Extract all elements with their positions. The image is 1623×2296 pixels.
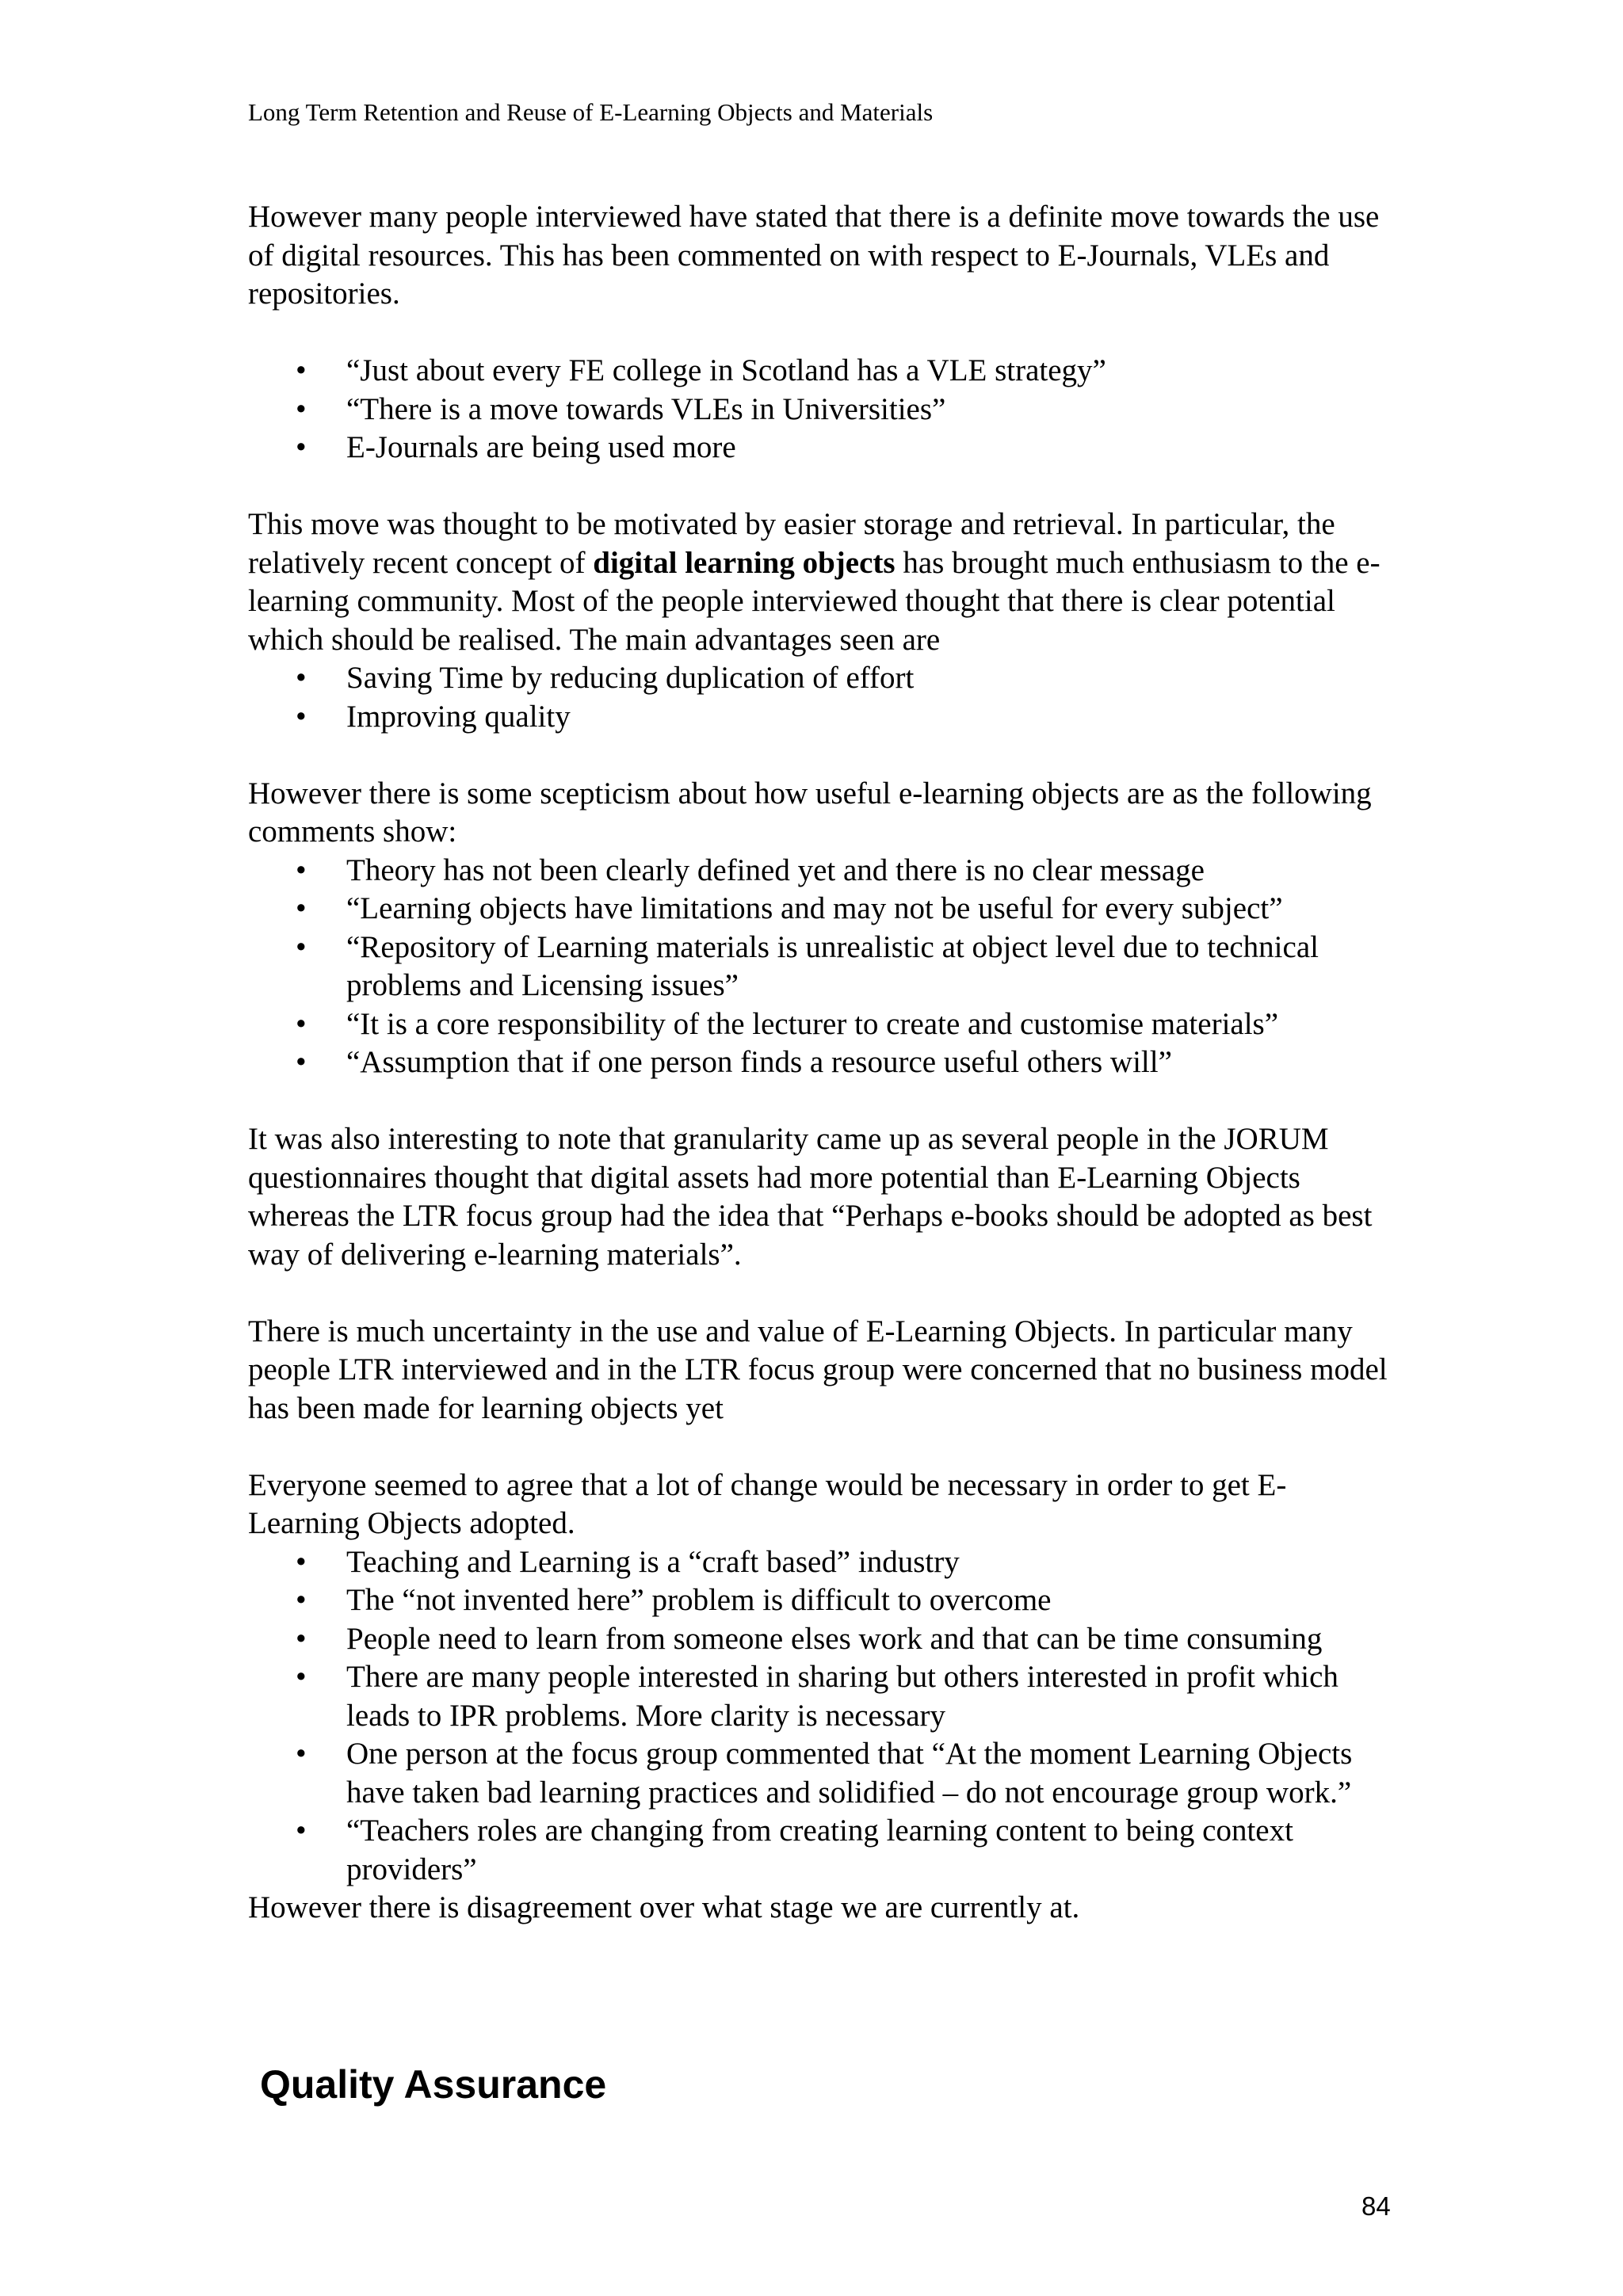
- section-heading: Quality Assurance: [260, 2062, 607, 2107]
- list-item: • E-Journals are being used more: [248, 429, 1397, 467]
- paragraph-gap: [248, 314, 1397, 353]
- list-item: • “Teachers roles are changing from creating learning content to being context providers”: [248, 1812, 1397, 1889]
- list-item: • Teaching and Learning is a “craft based” industry: [248, 1543, 1397, 1582]
- bullet-list: [248, 352, 1397, 467]
- list-item: • Theory has not been clearly defined yet and there is no clear message: [248, 852, 1397, 891]
- list-item: • There are many people interested in sharing but others interested in profit which leads to IPR problems. More clarity is necessary: [248, 1658, 1397, 1735]
- paragraph-gap: [248, 1428, 1397, 1466]
- paragraph: Everyone seemed to agree that a lot of change would be necessary in order to get E-Learning Objects adopted.: [248, 1467, 1287, 1540]
- running-header: Long Term Retention and Reuse of E-Learning Objects and Materials: [248, 98, 934, 126]
- list-item: • “Learning objects have limitations and may not be useful for every subject”: [248, 890, 1397, 929]
- paragraph: However many people interviewed have stated that there is a definite move towards the use of digital resources. This has been commented on with respect to E-Journals, VLEs and repositories.: [248, 200, 1380, 311]
- paragraph-gap: [248, 1274, 1397, 1313]
- paragraph-text: This move was thought to be motivated by easier storage and retrieval. In particular, the relatively recent concept of: [248, 507, 1335, 580]
- bullet-list: [248, 659, 1397, 736]
- bold-term: digital learning objects: [593, 545, 896, 580]
- bullet-list: [248, 1543, 1397, 1890]
- paragraph: It was also interesting to note that granularity came up as several people in the JORUM questionnaires thought that digital assets had more potential than E-Learning Objects whereas the LTR focus group had the idea that “Perhaps e-books should be adopted as best way of delivering e-learning materials”.: [248, 1122, 1373, 1272]
- paragraph-gap: [248, 1082, 1397, 1121]
- paragraph: [248, 505, 1397, 659]
- page-number: 84: [1361, 2191, 1391, 2221]
- paragraph-gap: [248, 736, 1397, 775]
- list-item: • The “not invented here” problem is difficult to overcome: [248, 1581, 1397, 1620]
- body-text: [248, 198, 1397, 1928]
- list-item: • Improving quality: [248, 698, 1397, 737]
- paragraph: However there is some scepticism about how useful e-learning objects are as the following comments show:: [248, 776, 1372, 849]
- list-item: • “There is a move towards VLEs in Universities”: [248, 391, 1397, 429]
- paragraph: There is much uncertainty in the use and value of E-Learning Objects. In particular many people LTR interviewed and in the LTR focus group were concerned that no business model has been made for learning objects yet: [248, 1314, 1388, 1425]
- list-item: • “Just about every FE college in Scotland has a VLE strategy”: [248, 352, 1397, 391]
- paragraph-gap: [248, 467, 1397, 506]
- list-item: • People need to learn from someone elses work and that can be time consuming: [248, 1620, 1397, 1659]
- list-item: • “Assumption that if one person finds a resource useful others will”: [248, 1043, 1397, 1082]
- list-item: • Saving Time by reducing duplication of effort: [248, 659, 1397, 698]
- list-item: • One person at the focus group commented that “At the moment Learning Objects have taken bad learning practices and solidified – do not encourage group work.”: [248, 1735, 1397, 1812]
- paragraph: However there is disagreement over what stage we are currently at.: [248, 1890, 1080, 1924]
- list-item: • “It is a core responsibility of the lecturer to create and customise materials”: [248, 1005, 1397, 1044]
- list-item: • “Repository of Learning materials is unrealistic at object level due to technical problems and Licensing issues”: [248, 929, 1397, 1005]
- paragraph-text: has brought much enthusiasm to the e-learning community. Most of the people interviewed thought that there is clear potential which should be realised. The main advantages seen are: [248, 545, 1381, 657]
- bullet-list: [248, 852, 1397, 1082]
